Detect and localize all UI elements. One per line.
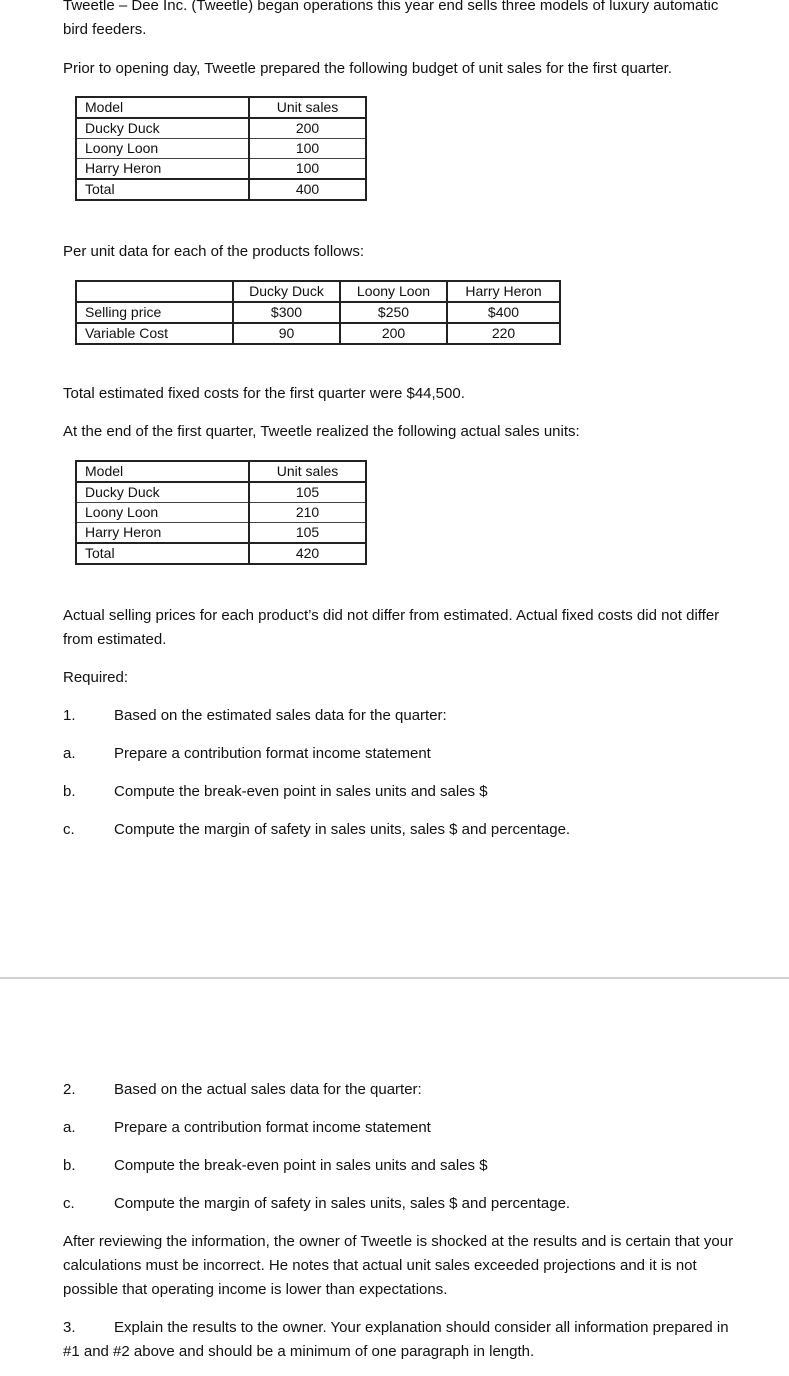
- required-label: Required:: [63, 669, 129, 686]
- model-cell: Total: [76, 179, 249, 200]
- model-cell: Harry Heron: [76, 159, 249, 180]
- model-cell: Ducky Duck: [76, 482, 249, 503]
- question-text: Prepare a contribution format income statement: [114, 1119, 431, 1136]
- actual-intro: At the end of the first quarter, Tweetle realized the following actual sales units:: [63, 423, 580, 440]
- question-text: Prepare a contribution format income statement: [114, 745, 431, 762]
- actual-table: [75, 460, 367, 565]
- header-cell: Unit sales: [249, 97, 366, 118]
- units-cell: 420: [249, 543, 366, 564]
- header-cell: Harry Heron: [447, 281, 560, 302]
- table-row: [76, 302, 560, 323]
- header-cell: Model: [76, 97, 249, 118]
- model-cell: Harry Heron: [76, 523, 249, 544]
- model-cell: Loony Loon: [76, 139, 249, 159]
- question-3: [63, 1316, 743, 1364]
- question-text: Based on the actual sales data for the quarter:: [114, 1081, 422, 1098]
- table-header-row: [76, 461, 366, 482]
- value-cell: $300: [233, 302, 340, 323]
- header-cell: [76, 281, 233, 302]
- units-cell: 105: [249, 523, 366, 544]
- per-unit-table: [75, 280, 561, 345]
- table-row: [76, 543, 366, 564]
- question-text: Compute the break-even point in sales units and sales $: [114, 783, 488, 800]
- model-cell: Total: [76, 543, 249, 564]
- table-row: [76, 159, 366, 180]
- units-cell: 210: [249, 503, 366, 523]
- page-divider: [0, 977, 789, 979]
- value-cell: 200: [340, 323, 447, 344]
- value-cell: $250: [340, 302, 447, 323]
- after-review-paragraph: After reviewing the information, the owner of Tweetle is shocked at the results and is certain that your calculations must be incorrect. He notes that actual unit sales exceeded projections and it is not possible that operating income is lower than expectations.: [63, 1233, 734, 1298]
- per-unit-intro: Per unit data for each of the products follows:: [63, 243, 365, 260]
- intro-paragraph: Tweetle – Dee Inc. (Tweetle) began operations this year end sells three models of luxury automatic bird feeders.: [63, 0, 719, 38]
- list-marker: b.: [63, 1157, 76, 1174]
- table-row: [76, 482, 366, 503]
- actual-note-paragraph: Actual selling prices for each product’s did not differ from estimated. Actual fixed costs did not differ from estimated.: [63, 607, 720, 648]
- header-cell: Unit sales: [249, 461, 366, 482]
- header-cell: Loony Loon: [340, 281, 447, 302]
- units-cell: 100: [249, 159, 366, 180]
- table-row: [76, 523, 366, 544]
- value-cell: 220: [447, 323, 560, 344]
- table-row: [76, 179, 366, 200]
- value-cell: 90: [233, 323, 340, 344]
- question-text: Explain the results to the owner. Your explanation should consider all information prepared in #1 and #2 above and should be a minimum of one paragraph in length.: [63, 1319, 729, 1360]
- table-row: [76, 503, 366, 523]
- header-cell: Model: [76, 461, 249, 482]
- table-row: [76, 323, 560, 344]
- fixed-costs-paragraph: Total estimated fixed costs for the first quarter were $44,500.: [63, 385, 465, 402]
- list-marker: b.: [63, 783, 76, 800]
- question-text: Compute the margin of safety in sales units, sales $ and percentage.: [114, 821, 571, 838]
- list-marker: 2.: [63, 1081, 76, 1098]
- list-marker: c.: [63, 1195, 75, 1212]
- question-text: Compute the margin of safety in sales units, sales $ and percentage.: [114, 1195, 571, 1212]
- units-cell: 400: [249, 179, 366, 200]
- list-marker: c.: [63, 821, 75, 838]
- row-label-cell: Variable Cost: [76, 323, 233, 344]
- table-header-row: [76, 97, 366, 118]
- table-header-row: [76, 281, 560, 302]
- header-cell: Ducky Duck: [233, 281, 340, 302]
- row-label-cell: Selling price: [76, 302, 233, 323]
- list-marker: 1.: [63, 707, 76, 724]
- units-cell: 200: [249, 118, 366, 139]
- budget-intro: Prior to opening day, Tweetle prepared the following budget of unit sales for the first quarter.: [63, 60, 672, 77]
- model-cell: Ducky Duck: [76, 118, 249, 139]
- model-cell: Loony Loon: [76, 503, 249, 523]
- budget-table: [75, 96, 367, 201]
- list-marker: a.: [63, 745, 76, 762]
- list-marker: a.: [63, 1119, 76, 1136]
- question-text: Compute the break-even point in sales units and sales $: [114, 1157, 488, 1174]
- units-cell: 100: [249, 139, 366, 159]
- units-cell: 105: [249, 482, 366, 503]
- value-cell: $400: [447, 302, 560, 323]
- question-text: Based on the estimated sales data for the quarter:: [114, 707, 447, 724]
- table-row: [76, 118, 366, 139]
- table-row: [76, 139, 366, 159]
- list-marker: 3.: [63, 1319, 76, 1336]
